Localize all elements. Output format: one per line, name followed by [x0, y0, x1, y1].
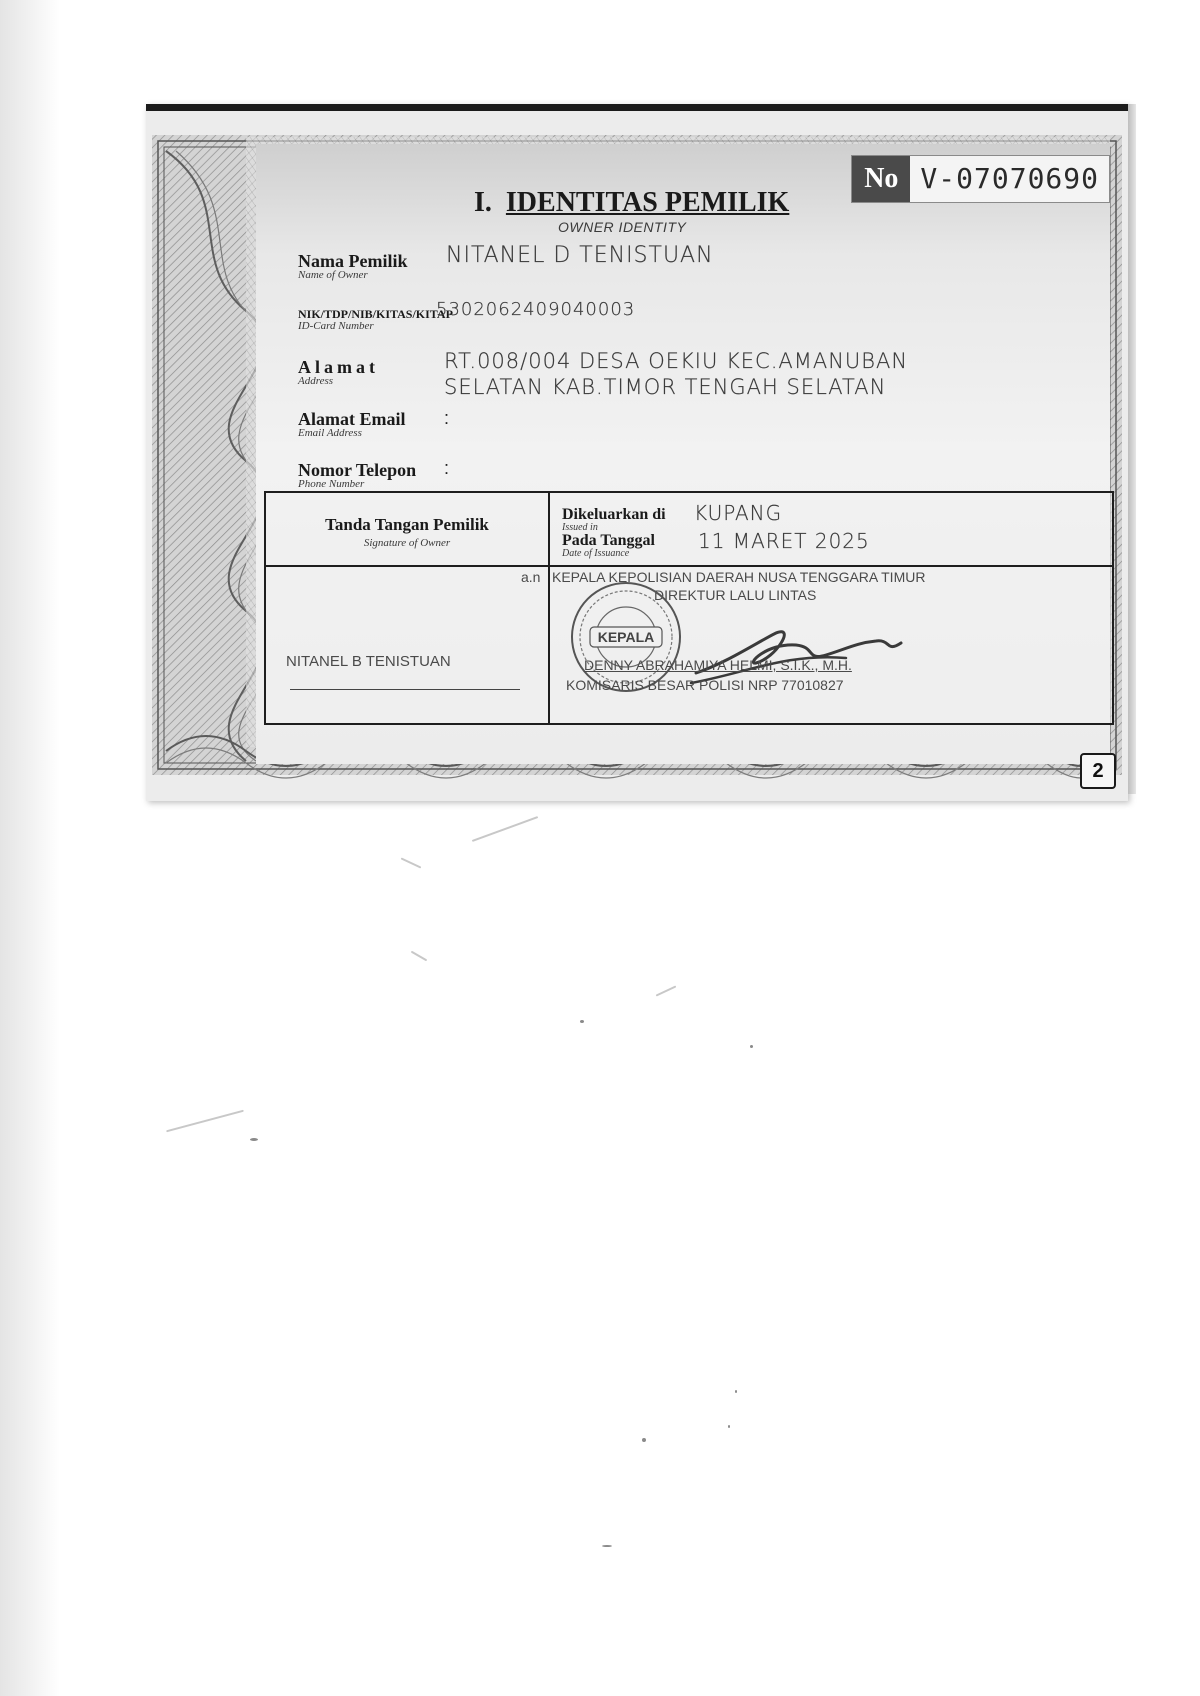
scan-mark	[411, 951, 428, 962]
stamp-text: KEPALA	[597, 629, 655, 645]
email-field	[298, 410, 406, 439]
page-number: 2	[1080, 753, 1116, 789]
owner-identity-card	[146, 104, 1128, 801]
id-number-sublabel: ID-Card Number	[298, 320, 374, 332]
issued-in-sublabel: Issued in	[562, 522, 598, 533]
section-title-text: IDENTITAS PEMILIK	[505, 187, 790, 218]
phone-sublabel: Phone Number	[298, 478, 365, 490]
section-subtitle: OWNER IDENTITY	[558, 219, 687, 235]
section-number: I.	[474, 187, 492, 218]
issue-date-label: Pada Tanggal	[562, 532, 655, 549]
address-sublabel: Address	[298, 375, 334, 387]
issued-in-label: Dikeluarkan di	[562, 506, 666, 523]
scan-left-shadow	[0, 0, 60, 1696]
scan-mark	[642, 1438, 646, 1442]
email-sublabel: Email Address	[298, 427, 362, 439]
owner-name-label: Nama Pemilik	[298, 251, 408, 271]
scan-mark	[472, 816, 538, 842]
owner-signature-line	[290, 689, 520, 690]
owner-printed-name: NITANEL B TENISTUAN	[286, 653, 451, 670]
owner-signature-label: Tanda Tangan Pemilik	[325, 515, 489, 534]
issue-date-field	[562, 533, 655, 559]
scan-mark	[580, 1020, 584, 1023]
owner-signature-sublabel: Signature of Owner	[363, 537, 451, 549]
issue-date-value: 11 MARET 2025	[698, 529, 870, 553]
address-label: Alamat	[298, 357, 379, 377]
phone-field	[298, 461, 416, 490]
phone-colon: :	[444, 458, 450, 478]
official-name: DENNY ABRAHAMIYA HELMI, S.I.K., M.H.	[584, 657, 852, 673]
scan-mark	[656, 985, 677, 996]
serial-number-box	[851, 155, 1110, 203]
scan-mark	[166, 1110, 244, 1133]
id-number-field	[298, 307, 453, 332]
scan-mark	[250, 1138, 258, 1141]
an-prefix: a.n	[521, 569, 541, 585]
scan-mark	[735, 1390, 737, 1393]
id-number-label: NIK/TDP/NIB/KITAS/KITAP	[298, 307, 453, 321]
issued-in-field	[562, 507, 666, 533]
serial-number-label: No	[852, 156, 910, 202]
email-colon: :	[444, 408, 450, 428]
owner-name-value: NITANEL D TENISTUAN	[446, 243, 714, 268]
official-rank: KOMISARIS BESAR POLISI NRP 77010827	[566, 677, 844, 693]
owner-name-sublabel: Name of Owner	[298, 269, 368, 281]
table-divider	[266, 565, 1112, 567]
address-field	[298, 358, 379, 387]
issued-in-value: KUPANG	[694, 501, 783, 525]
email-label: Alamat Email	[298, 409, 406, 429]
scan-mark	[401, 857, 422, 868]
table-divider	[548, 493, 550, 723]
issue-date-sublabel: Date of Issuance	[562, 548, 630, 559]
authority-line1: KEPALA KEPOLISIAN DAERAH NUSA TENGGARA TIMUR	[552, 569, 926, 585]
owner-name-field	[298, 252, 408, 281]
signature-table	[264, 491, 1114, 725]
address-value-line1: RT.008/004 DESA OEKIU KEC.AMANUBAN	[444, 349, 909, 373]
address-value-line2: SELATAN KAB.TIMOR TENGAH SELATAN	[444, 375, 887, 399]
card-edge	[1128, 104, 1136, 794]
authority-line2: DIREKTUR LALU LINTAS	[654, 587, 817, 603]
id-number-value: 5302062409040003	[436, 299, 636, 320]
phone-label: Nomor Telepon	[298, 460, 417, 480]
scan-mark	[728, 1425, 730, 1428]
scan-mark	[750, 1045, 753, 1048]
scan-mark	[602, 1545, 612, 1547]
section-title	[474, 187, 789, 219]
serial-number-value: V-07070690	[920, 162, 1099, 195]
